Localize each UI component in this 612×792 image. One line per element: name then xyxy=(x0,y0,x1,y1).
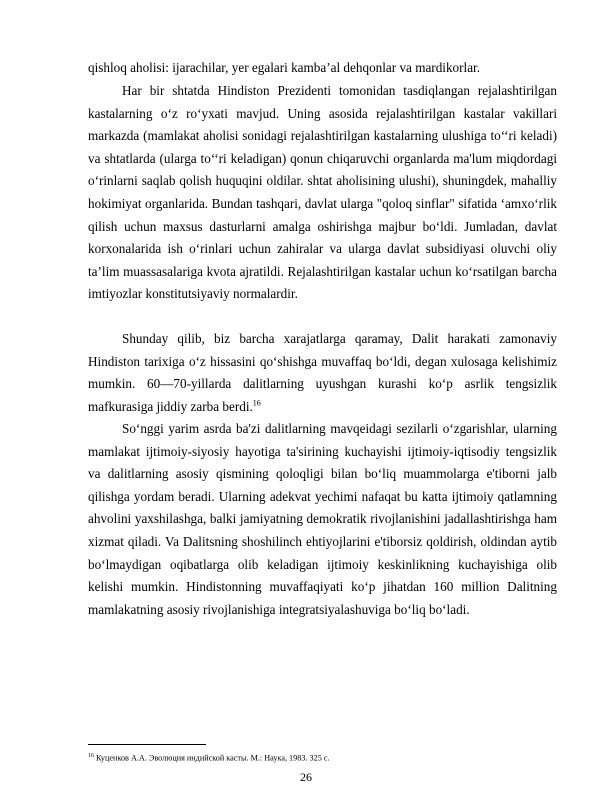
paragraph-continuation: qishloq aholisi: ijarachilar, yer egalari kamba’al dehqonlar va mardikorlar. xyxy=(88,60,481,75)
paragraph-recent-changes: So‘nggi yarim asrda ba'zi dalitlarning mavqeidagi sezilarli o‘zgarishlar, ularning mamlakat ijtimoiy-siyosiy hayotiga ta'sirining kuchayishi ijtimoiy-iqtisodiy tengsizlik va dalitlarning asosiy qismining qoloqligi bilan bo‘liq muammolarga e'tiborni jalb qilishga yordam beradi. Ularning adekvat yechimi nafaqat bu katta ijtimoiy qatlamning ahvolini yaxshilashga, balki jamiyatning demokratik rivojlanishini jadallashtirishga ham xizmat qiladi. Va Dalitsning shoshilinch ehtiyojlarini e'tiborsiz qoldirish, oldindan aytib bo‘lmaydigan oqibatlarga olib keladigan ijtimoiy keskinlikning kuchayishiga olib kelishi mumkin. Hindistonning muvaffaqiyati ko‘p jihatdan 160 million Dalitning mamlakatning asosiy rivojlanishiga integratsiyalashuviga bo‘liq bo‘ladi. xyxy=(88,421,557,617)
paragraph-dalit-movement-text: Shunday qilib, biz barcha xarajatlarga qaramay, Dalit harakati zamonaviy Hindiston tarixiga o‘z hissasini qo‘shishga muvaffaq bo‘ldi, degan xulosaga kelishimiz mumkin. 60—70-yillarda dalitlarning uyushgan kurashi ko‘p asrlik tengsizlik mafkurasiga jiddiy zarba berdi. xyxy=(88,331,557,414)
paragraph-scheduled-castes: Har bir shtatda Hindiston Prezidenti tomonidan tasdiqlangan rejalashtirilgan kastalarning o‘z ro‘yxati mavjud. Uning asosida rejalashtirilgan kastalar vakillari markazda (mamlakat aholisi sonidagi rejalashtirilgan kastalarning ulushiga to‘‘ri keladi) va shtatlarda (ularga to‘‘ri keladigan) qonun chiqaruvchi organlarda ma'lum miqdordagi o‘rinlarni saqlab qolish huquqini oldilar. shtat aholisining ulushi), shuningdek, mahalliy hokimiyat organlarida. Bundan tashqari, davlat ularga "qoloq sinflar" sifatida ‘amxo‘rlik qilish uchun maxsus dasturlarni amalga oshirishga majbur bo‘ldi. Jumladan, davlat korxonalarida ish o‘rinlari uchun zahiralar va ularga davlat subsidiyasi oluvchi oliy ta’lim muassasalariga kvota ajratildi. Rejalashtirilgan kastalar uchun ko‘rsatilgan barcha imtiyozlar konstitutsiyaviy normalardir. xyxy=(88,83,557,302)
footnote-text: Куценков А.А. Эволюция индийской касты. М.: Наука, 1983. 325 с. xyxy=(96,753,330,763)
page-number: 26 xyxy=(300,770,312,784)
footnote-number: 16 xyxy=(88,753,94,759)
footnote-reference[interactable]: 16 xyxy=(252,398,261,408)
footnote xyxy=(88,751,558,764)
paragraph-dalit-movement xyxy=(88,328,557,418)
footnote-divider xyxy=(88,744,206,745)
